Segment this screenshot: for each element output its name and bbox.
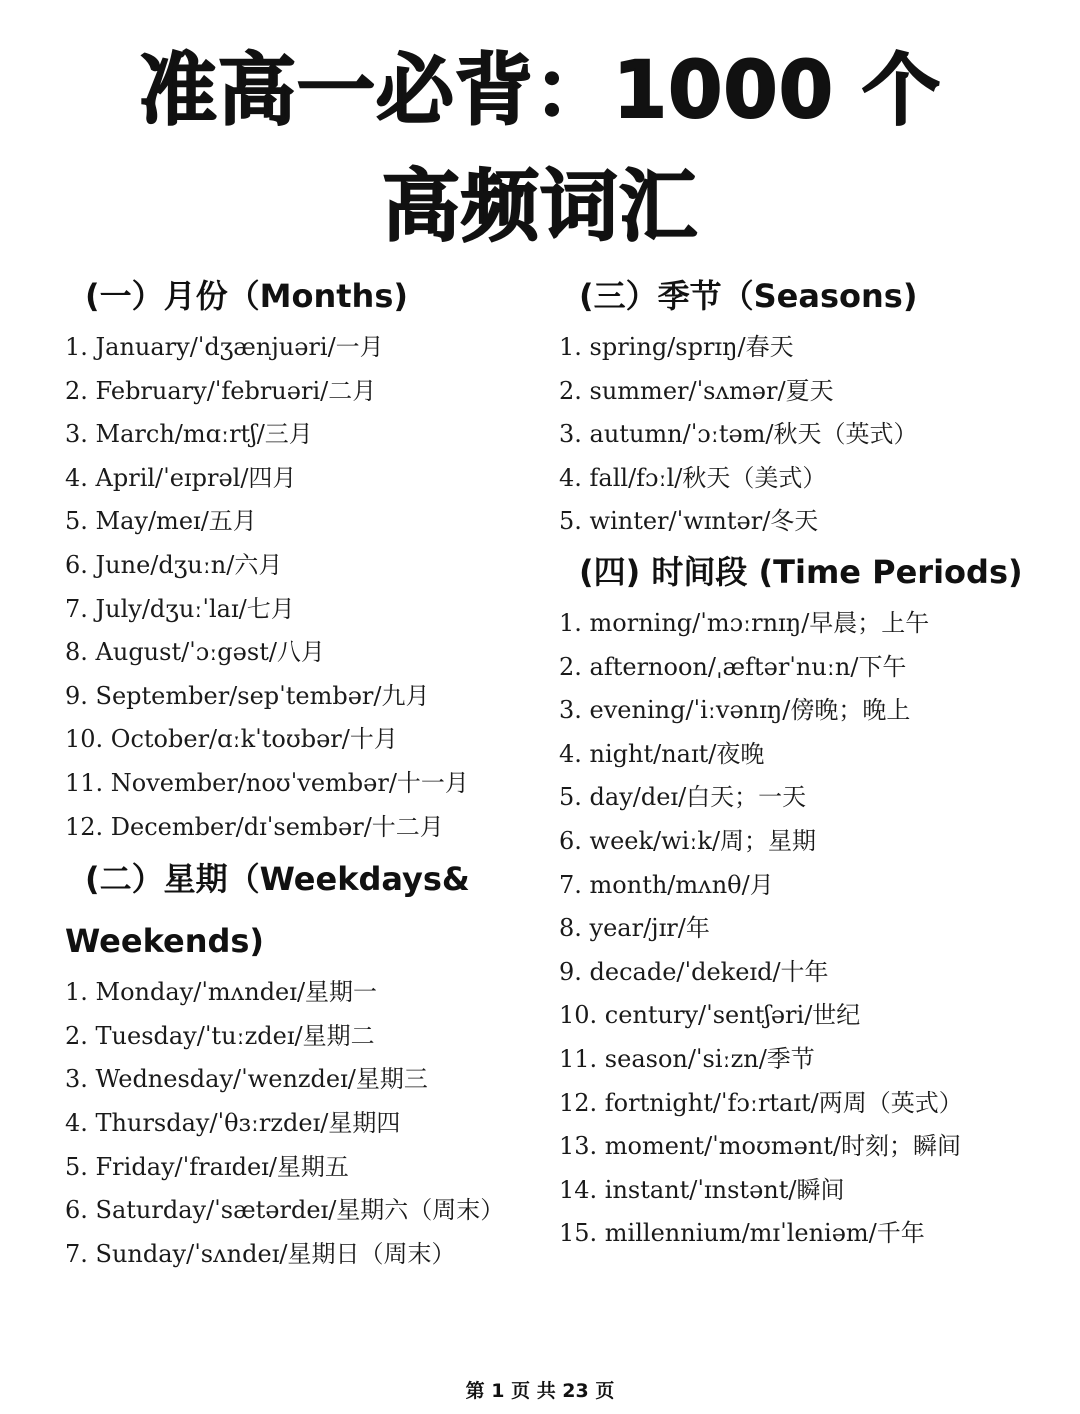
list-item: 2. summer/ˈsʌmər/夏天	[559, 376, 834, 405]
list-item: 1. January/ˈdʒænjuəri/一月	[65, 333, 384, 361]
list-item: 6. June/dʒuːn/六月	[65, 550, 283, 579]
right-column	[559, 274, 1029, 1256]
list-item: 8. year/jɪr/年	[559, 914, 710, 943]
list-item: 13. moment/ˈmoʊmənt/时刻；瞬间	[559, 1132, 961, 1161]
list-item: 10. October/ɑːkˈtoʊbər/十月	[65, 725, 398, 754]
list-item: 3. March/mɑːrtʃ/三月	[65, 420, 313, 449]
list-item: 9. September/sepˈtembər/九月	[65, 681, 430, 710]
section-heading-months: (一）月份（Months)	[85, 277, 408, 315]
list-item: 3. Wednesday/ˈwenzdeɪ/星期三	[65, 1065, 428, 1094]
list-item: 9. decade/ˈdekeɪd/十年	[559, 957, 829, 986]
list-item: 7. month/mʌnθ/月	[559, 870, 774, 899]
list-item: 3. autumn/ˈɔːtəm/秋天（英式）	[559, 420, 918, 449]
list-item: 5. May/meɪ/五月	[65, 507, 257, 536]
list-item: 1. Monday/ˈmʌndeɪ/星期一	[65, 978, 378, 1007]
list-item: 5. winter/ˈwɪntər/冬天	[559, 507, 819, 536]
list-item: 12. December/dɪˈsembər/十二月	[65, 812, 444, 841]
list-item: 4. fall/fɔːl/秋天（美式）	[559, 463, 827, 492]
list-item: 4. night/naɪt/夜晚	[559, 739, 765, 768]
weekdays-word-list	[65, 971, 535, 1276]
months-word-list	[65, 326, 535, 849]
section-heading-seasons: (三）季节（Seasons)	[579, 277, 918, 315]
list-item: 14. instant/ˈɪnstənt/瞬间	[559, 1175, 845, 1204]
list-item: 7. Sunday/ˈsʌndeɪ/星期日（周末）	[65, 1239, 456, 1268]
list-item: 15. millennium/mɪˈleniəm/千年	[559, 1219, 925, 1248]
list-item: 1. spring/sprɪŋ/春天	[559, 333, 794, 361]
list-item: 12. fortnight/ˈfɔːrtaɪt/两周（英式）	[559, 1088, 963, 1117]
page-title: 准高一必背：1000 个	[138, 46, 942, 136]
section-heading-weekdays: (二）星期（Weekdays&	[85, 860, 470, 899]
list-item: 7. July/dʒuːˈlaɪ/七月	[65, 594, 295, 623]
list-item: 6. week/wiːk/周；星期	[559, 826, 817, 855]
list-item: 10. century/ˈsentʃəri/世纪	[559, 1001, 861, 1030]
list-item: 2. afternoon/ˌæftərˈnuːn/下午	[559, 652, 907, 681]
list-item: 3. evening/ˈiːvənɪŋ/傍晚；晚上	[559, 696, 911, 725]
left-column	[65, 274, 535, 1276]
list-item: 11. season/ˈsiːzn/季节	[559, 1044, 815, 1073]
list-item: 2. Tuesday/ˈtuːzdeɪ/星期二	[65, 1021, 375, 1050]
section-heading-time-periods: (四) 时间段 (Time Periods)	[579, 552, 1023, 591]
seasons-word-list	[559, 326, 1029, 544]
list-item: 2. February/ˈfebruəri/二月	[65, 376, 377, 405]
time-periods-word-list	[559, 602, 1029, 1256]
list-item: 4. Thursday/ˈθɜːrzdeɪ/星期四	[65, 1108, 401, 1137]
list-item: 4. April/ˈeɪprəl/四月	[65, 463, 297, 492]
list-item: 6. Saturday/ˈsætərdeɪ/星期六（周末）	[65, 1196, 505, 1225]
page-subtitle: 高频词汇	[381, 162, 698, 252]
page-number-footer: 第 1 页 共 23 页	[465, 1380, 615, 1402]
list-item: 1. morning/ˈmɔːrnɪŋ/早晨；上午	[559, 608, 930, 637]
list-item: 5. day/deɪ/白天；一天	[559, 783, 807, 812]
list-item: 8. August/ˈɔːgəst/八月	[65, 638, 325, 667]
section-heading-weekdays-continued: Weekends)	[65, 922, 265, 961]
list-item: 5. Friday/ˈfraɪdeɪ/星期五	[65, 1152, 349, 1181]
list-item: 11. November/noʊˈvembər/十一月	[65, 768, 469, 797]
